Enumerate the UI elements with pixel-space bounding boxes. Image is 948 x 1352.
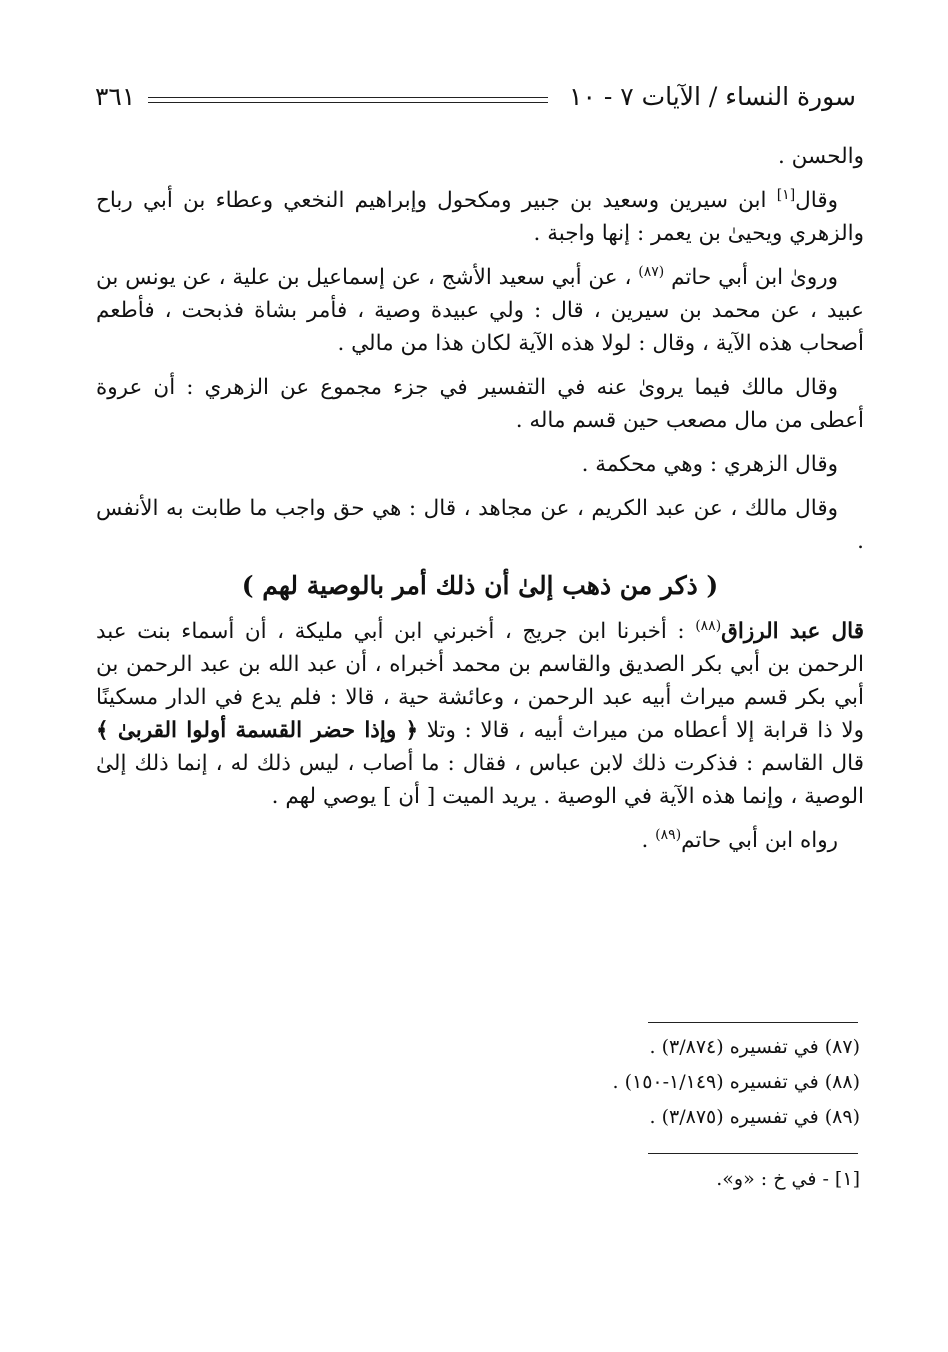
paragraph: والحسن . [778, 144, 864, 169]
main-text [96, 140, 864, 868]
paragraph: وقال مالك ، عن عبد الكريم ، عن مجاهد ، قال : هي حق واجب ما طابت به الأنفس . [96, 496, 864, 554]
footnote: (٨٩) في تفسيره (٣/٨٧٥) . [649, 1106, 860, 1128]
paragraph [96, 261, 864, 360]
text-run: ورو‌ىٰ ابن أبي حاتم [664, 265, 838, 290]
header-rule [148, 97, 548, 103]
section-heading: ( ذكر من ذهب إلىٰ أن ذلك أمر بالوصية لهم ) [241, 571, 719, 600]
footnote: (٨٨) في تفسيره (١/١٤٩-١٥٠) . [612, 1071, 860, 1093]
quran-verse: ﴿ وإذا حضر القسمة أولوا القربىٰ ﴾ [96, 718, 419, 743]
variant-ref: [١] [776, 186, 796, 203]
page-number: ٣٦١ [95, 82, 136, 111]
text-run: وقال [795, 188, 838, 213]
running-head: سورة النساء / الآيات ٧ - ١٠ [569, 82, 856, 111]
narrator-name: قال عبد الرزاق [721, 619, 864, 644]
text-run: قال القاسم : فذكرت ذلك لابن عباس ، فقال : ما أصاب ، ليس ذلك له ، إنما ذلك إلىٰ الوصية ، وإنما هذه الآية في الوصية . يريد الميت [ أن ] يوصي لهم . [96, 751, 864, 809]
footnote-ref: (٨٧) [638, 263, 665, 280]
paragraph: وقال الزهري : وهي محكمة . [581, 452, 838, 477]
text-run: . [641, 828, 656, 853]
footnote: (٨٧) في تفسيره (٣/٨٧٤) . [649, 1036, 860, 1058]
text-run: ، عن أبي سعيد الأشج ، عن إسماعيل بن علية ، عن يونس بن عبيد ، عن محمد بن سيرين ، قال : ولي عبيدة وصية ، فأمر بشاة فذبحت ، فأطعم أصحاب هذه الآية ، وقال : لولا هذه الآية لكان هذا من مالي . [96, 265, 864, 356]
footnote-ref: (٨٨) [695, 617, 722, 634]
footnotes [460, 1030, 860, 1135]
footnote-rule [648, 1022, 858, 1023]
paragraph: وقال مالك فيما يروىٰ عنه في التفسير في جزء مجموع عن الزهري : أن عروة أعطى من مال مصعب حين قسم ماله . [96, 375, 864, 433]
text-run: ابن سيرين وسعيد بن جبير ومكحول وإبراهيم النخعي وعطاء بن أبي رباح والزهري ويحيىٰ بن يعمر : إنها واجبة . [96, 188, 864, 246]
footnote-ref: (٨٩) [655, 826, 682, 843]
paragraph [96, 615, 864, 813]
text-run: رواه ابن أبي حاتم [681, 828, 838, 853]
paragraph [96, 184, 864, 250]
paragraph [96, 824, 864, 857]
variant-rule [648, 1153, 858, 1154]
variant-note: [١] - في خ : «و». [716, 1168, 860, 1190]
text-run: : أخبرنا ابن جريج ، أخبرني ابن أبي مليكة ، أن أسماء بنت عبد الرحمن بن أبي بكر الصديق والقاسم بن محمد أخبراه ، أن عبد الله بن عبد الرحمن بن أبي بكر قسم ميراث أبيه عبد الرحمن ، وعائشة حية ، قالا : فلم يدع في الدار مسكينًا ولا ذا قرابة إلا أعطاه من ميراث أبيه ، قالا : وتلا [96, 619, 864, 743]
page-header [95, 82, 856, 118]
